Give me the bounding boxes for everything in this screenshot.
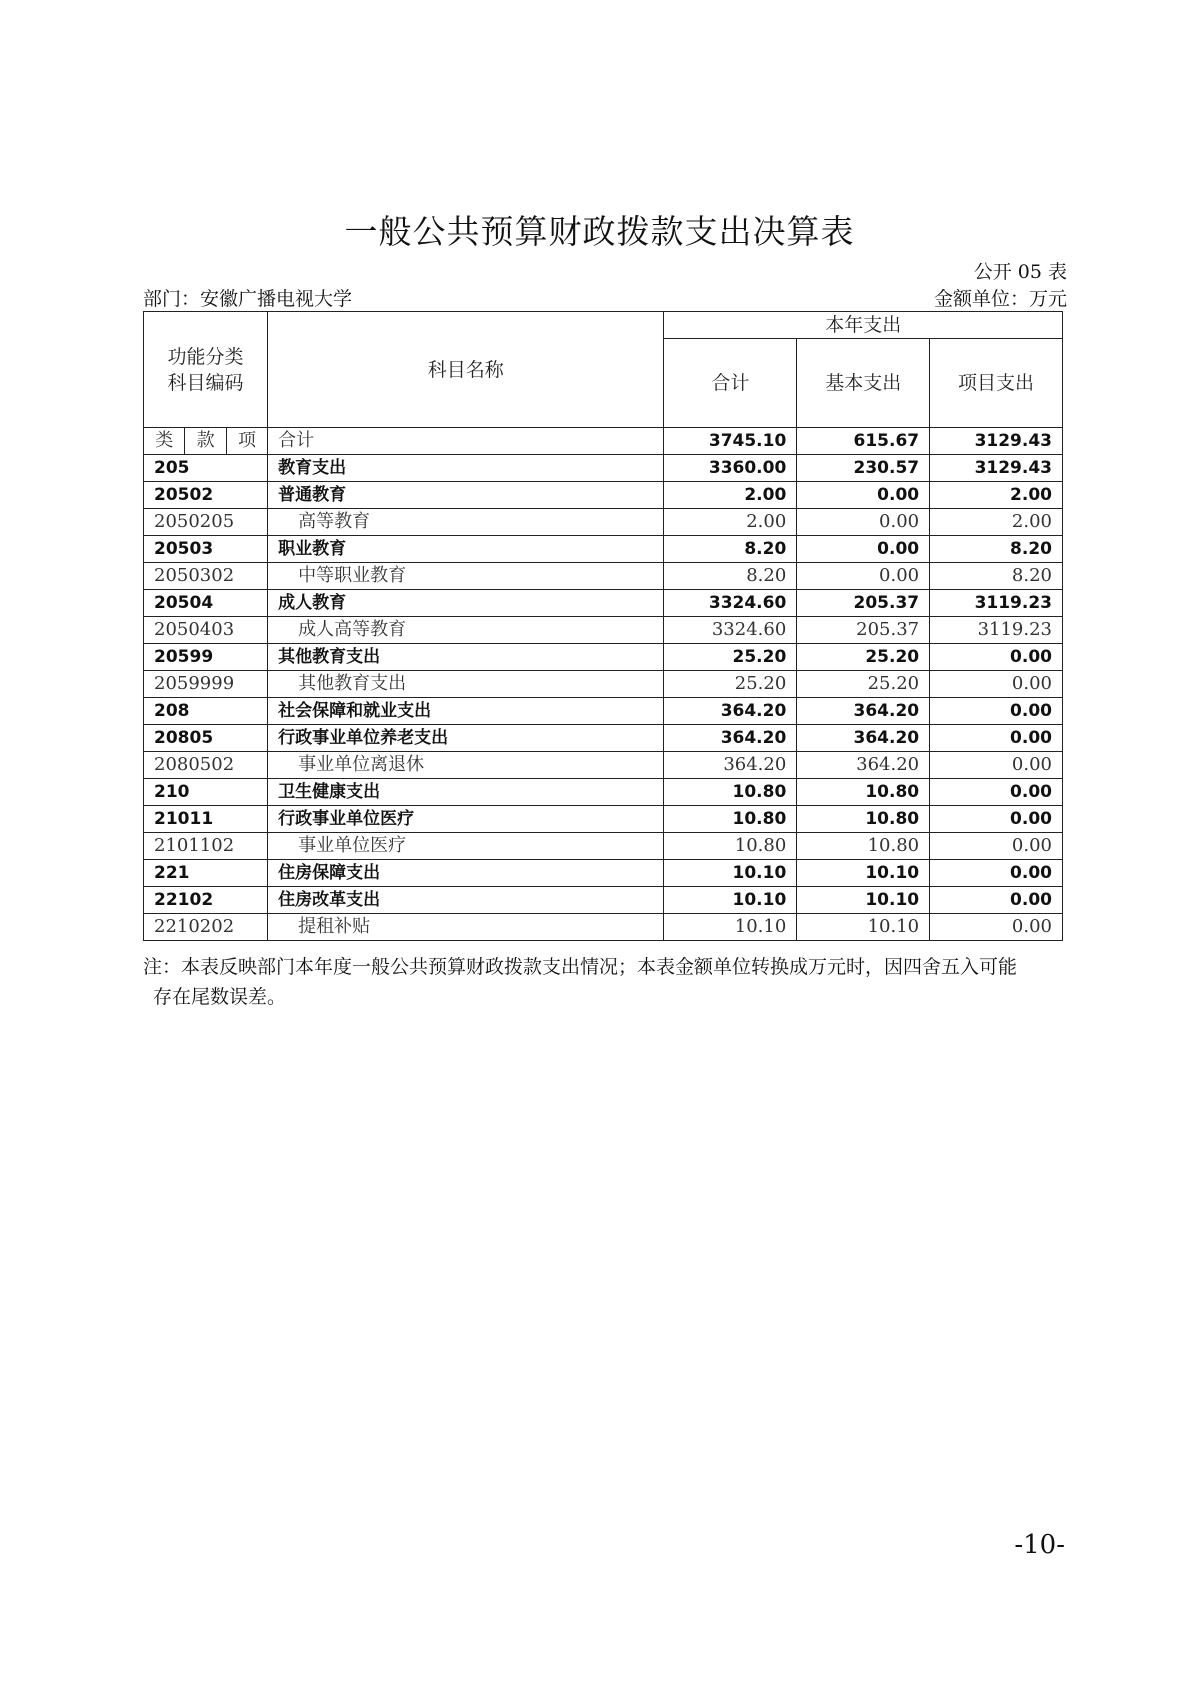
row-total: 364.20 [664,698,797,725]
row-total: 10.80 [664,833,797,860]
row-subject-name: 卫生健康支出 [268,779,664,806]
header-category-code-line1: 功能分类 [167,345,244,368]
row-total: 364.20 [664,725,797,752]
header-subject-name: 科目名称 [268,312,664,428]
row-project: 0.00 [930,779,1063,806]
page-number: -10- [1014,1530,1065,1560]
row-basic: 10.80 [797,833,930,860]
row-total: 10.80 [664,806,797,833]
row-project: 0.00 [930,860,1063,887]
row-project: 0.00 [930,698,1063,725]
row-project: 2.00 [930,482,1063,509]
table-row [144,482,1063,509]
row-subject-name: 成人教育 [268,590,664,617]
row-total: 2.00 [664,509,797,536]
row-subject-name: 事业单位离退休 [268,752,664,779]
row-code: 20599 [144,644,268,671]
header-category-code-line2: 科目编码 [167,371,244,394]
row-total: 3324.60 [664,617,797,644]
row-total: 10.10 [664,887,797,914]
table-row [144,590,1063,617]
row-subject-name: 提租补贴 [268,914,664,941]
table-number: 公开 05 表 [973,261,1067,283]
row-project: 0.00 [930,725,1063,752]
row-project: 0.00 [930,806,1063,833]
total-row-basic: 615.67 [797,428,930,455]
row-project: 3119.23 [930,590,1063,617]
header-kuan: 款 [185,428,226,455]
table-row [144,563,1063,590]
row-subject-name: 事业单位医疗 [268,833,664,860]
header-xiang: 项 [226,428,267,455]
row-subject-name: 高等教育 [268,509,664,536]
table-row [144,644,1063,671]
row-code: 20504 [144,590,268,617]
table-row [144,617,1063,644]
footnote-line1: 注：本表反映部门本年度一般公共预算财政拨款支出情况；本表金额单位转换成万元时，因四舍五入可能 [143,956,1018,978]
row-subject-name: 中等职业教育 [268,563,664,590]
header-lei: 类 [144,428,185,455]
row-project: 0.00 [930,644,1063,671]
row-subject-name: 职业教育 [268,536,664,563]
table-row [144,752,1063,779]
row-basic: 205.37 [797,590,930,617]
row-basic: 205.37 [797,617,930,644]
row-basic: 0.00 [797,536,930,563]
row-basic: 10.10 [797,860,930,887]
expenditure-table [143,311,1063,941]
table-row [144,536,1063,563]
table-row [144,887,1063,914]
row-total: 10.10 [664,860,797,887]
total-row-name: 合计 [268,428,664,455]
row-project: 3129.43 [930,455,1063,482]
row-basic: 10.10 [797,887,930,914]
row-basic: 0.00 [797,509,930,536]
row-total: 364.20 [664,752,797,779]
row-project: 8.20 [930,563,1063,590]
footnote-line2: 存在尾数误差。 [153,986,287,1008]
table-row [144,833,1063,860]
row-project: 8.20 [930,536,1063,563]
row-total: 10.80 [664,779,797,806]
row-subject-name: 普通教育 [268,482,664,509]
table-row [144,914,1063,941]
row-code: 210 [144,779,268,806]
row-code: 21011 [144,806,268,833]
row-code: 20502 [144,482,268,509]
table-row [144,698,1063,725]
row-code: 22102 [144,887,268,914]
row-subject-name: 其他教育支出 [268,671,664,698]
row-code: 2059999 [144,671,268,698]
row-subject-name: 成人高等教育 [268,617,664,644]
row-total: 2.00 [664,482,797,509]
row-code: 20503 [144,536,268,563]
row-project: 0.00 [930,671,1063,698]
table-row [144,455,1063,482]
header-this-year: 本年支出 [664,312,1063,339]
row-subject-name: 教育支出 [268,455,664,482]
row-project: 0.00 [930,914,1063,941]
row-total: 3360.00 [664,455,797,482]
row-total: 8.20 [664,536,797,563]
table-row [144,806,1063,833]
row-basic: 10.80 [797,779,930,806]
row-basic: 10.80 [797,806,930,833]
table-row [144,725,1063,752]
row-total: 10.10 [664,914,797,941]
row-basic: 364.20 [797,725,930,752]
row-code: 205 [144,455,268,482]
amount-unit-label: 金额单位：万元 [933,288,1067,310]
row-basic: 25.20 [797,671,930,698]
row-basic: 25.20 [797,644,930,671]
row-basic: 230.57 [797,455,930,482]
row-project: 0.00 [930,887,1063,914]
header-project: 项目支出 [930,339,1063,428]
row-code: 2050302 [144,563,268,590]
row-subject-name: 社会保障和就业支出 [268,698,664,725]
row-project: 2.00 [930,509,1063,536]
row-code: 221 [144,860,268,887]
table-row [144,671,1063,698]
table-row [144,509,1063,536]
row-basic: 0.00 [797,563,930,590]
table-row [144,860,1063,887]
total-row-project: 3129.43 [930,428,1063,455]
row-subject-name: 行政事业单位养老支出 [268,725,664,752]
row-code: 208 [144,698,268,725]
table-row [144,779,1063,806]
row-subject-name: 行政事业单位医疗 [268,806,664,833]
row-subject-name: 其他教育支出 [268,644,664,671]
row-code: 2101102 [144,833,268,860]
row-basic: 0.00 [797,482,930,509]
row-subject-name: 住房保障支出 [268,860,664,887]
row-code: 2050205 [144,509,268,536]
row-code: 2210202 [144,914,268,941]
row-basic: 364.20 [797,752,930,779]
row-basic: 364.20 [797,698,930,725]
row-total: 3324.60 [664,590,797,617]
row-code: 20805 [144,725,268,752]
row-total: 25.20 [664,644,797,671]
row-total: 8.20 [664,563,797,590]
footnote [143,952,1078,1012]
row-project: 0.00 [930,833,1063,860]
row-project: 0.00 [930,752,1063,779]
total-row-total: 3745.10 [664,428,797,455]
row-subject-name: 住房改革支出 [268,887,664,914]
header-total: 合计 [664,339,797,428]
row-code: 2080502 [144,752,268,779]
row-total: 25.20 [664,671,797,698]
row-basic: 10.10 [797,914,930,941]
header-basic: 基本支出 [797,339,930,428]
row-code: 2050403 [144,617,268,644]
header-category-code [144,312,268,428]
page-title: 一般公共预算财政拨款支出决算表 [344,212,855,251]
row-project: 3119.23 [930,617,1063,644]
department-label: 部门：安徽广播电视大学 [143,288,353,310]
